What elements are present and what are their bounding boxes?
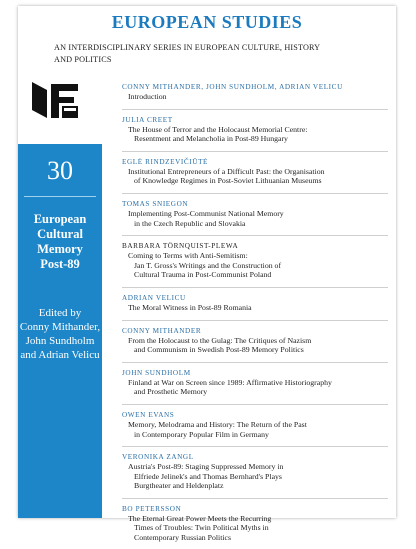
- series-title: EUROPEAN STUDIES: [111, 12, 303, 32]
- toc-divider: [122, 320, 388, 321]
- toc-chapter-title: in Contemporary Popular Film in Germany: [134, 429, 269, 439]
- toc-chapter-title: of Knowledge Regimes in Post-Soviet Lithuanian Museums: [134, 176, 322, 186]
- toc-entry: [122, 453, 388, 490]
- toc-author: TOMAS SNIEGON: [122, 200, 189, 209]
- toc-author: OWEN EVANS: [122, 411, 175, 420]
- toc-divider: [122, 362, 388, 363]
- book-title: [18, 212, 102, 272]
- toc-author: CONNY MITHANDER, JOHN SUNDHOLM, ADRIAN VELICU: [122, 83, 343, 91]
- toc-entry: [122, 369, 388, 397]
- toc-author: JULIA CREET: [122, 115, 173, 124]
- table-of-contents: [122, 83, 388, 549]
- editors-line: Edited by: [38, 307, 82, 319]
- toc-entry: [122, 116, 388, 144]
- series-subtitle-line: AND POLITICS: [54, 54, 112, 64]
- toc-chapter-title: Jan T. Gross's Writings and the Construction of: [134, 260, 282, 270]
- toc-chapter-title: Contemporary Russian Politics: [134, 532, 232, 542]
- toc-entry: [122, 411, 388, 439]
- toc-chapter-title: and Prosthetic Memory: [134, 387, 208, 397]
- toc-divider: [122, 446, 388, 447]
- book-title-line: Cultural: [37, 227, 83, 241]
- toc-divider: [122, 404, 388, 405]
- toc-entry: [122, 327, 388, 355]
- book-title-line: European: [33, 212, 87, 226]
- toc-chapter-title: Introduction: [128, 92, 167, 101]
- editors-line: Conny Mithander,: [19, 321, 101, 333]
- toc-chapter-title: Burgtheater and Heldenplatz: [134, 481, 224, 491]
- book-title-line: Memory: [37, 242, 83, 256]
- toc-entry: [122, 200, 388, 228]
- toc-divider: [122, 287, 388, 288]
- toc-chapter-title: Implementing Post-Communist National Memory: [128, 209, 284, 219]
- toc-chapter-title: The Moral Witness in Post-89 Romania: [128, 302, 252, 312]
- toc-divider: [122, 235, 388, 236]
- toc-chapter-title: Institutional Entrepreneurs of a Difficult Past: the Organisation: [128, 166, 325, 176]
- toc-author: JOHN SUNDHOLM: [122, 368, 191, 377]
- toc-author: EGLĖ RINDZEVIČIŪTĖ: [122, 157, 209, 166]
- toc-author: BARBARA TÖRNQUIST-PLEWA: [122, 242, 239, 251]
- series-subtitle: [54, 42, 386, 65]
- toc-divider: [122, 193, 388, 194]
- toc-author: VERONIKA ZANGL: [122, 453, 194, 462]
- toc-chapter-title: From the Holocaust to the Gulag: The Critiques of Nazism: [128, 335, 312, 345]
- toc-chapter-title: The House of Terror and the Holocaust Memorial Centre:: [128, 124, 308, 134]
- toc-author: CONNY MITHANDER: [122, 326, 202, 335]
- toc-entry: [122, 83, 388, 101]
- toc-divider: [122, 151, 388, 152]
- toc-chapter-title: Memory, Melodrama and History: The Return of the Past: [128, 420, 307, 430]
- volume-divider: [24, 196, 96, 197]
- toc-entry: [122, 505, 388, 542]
- toc-chapter-title: Coming to Terms with Anti-Semitism:: [128, 251, 248, 261]
- toc-chapter-title: Cultural Trauma in Post-Communist Poland: [134, 270, 272, 280]
- toc-chapter-title: Elfriede Jelinek's and Thomas Bernhard's Plays: [134, 471, 282, 481]
- toc-author: ADRIAN VELICU: [122, 293, 186, 302]
- toc-chapter-title: and Communism in Swedish Post-89 Memory Politics: [134, 345, 304, 355]
- toc-chapter-title: Finland at War on Screen since 1989: Affirmative Historiography: [128, 377, 332, 387]
- toc-chapter-title: in the Czech Republic and Slovakia: [134, 218, 246, 228]
- editors-line: John Sundholm: [25, 335, 95, 347]
- editors: [12, 306, 108, 362]
- toc-entry: [122, 294, 388, 312]
- toc-entry: [122, 158, 388, 186]
- toc-chapter-title: Austria's Post-89: Staging Suppressed Memory in: [128, 462, 284, 472]
- toc-chapter-title: Times of Troubles: Twin Political Myths in: [134, 523, 269, 533]
- toc-divider: [122, 498, 388, 499]
- editors-line: and Adrian Velicu: [20, 349, 100, 361]
- toc-entry: [122, 242, 388, 279]
- book-title-line: Post-89: [40, 257, 80, 271]
- toc-chapter-title: The Eternal Great Power Meets the Recurring: [128, 513, 272, 523]
- publisher-logo-icon: [30, 80, 80, 120]
- volume-number: 30: [47, 156, 73, 185]
- book-cover: [18, 6, 396, 542]
- toc-chapter-title: Resentment and Melancholia in Post-89 Hungary: [134, 134, 288, 144]
- toc-divider: [122, 109, 388, 110]
- toc-author: BO PETERSSON: [122, 504, 182, 513]
- series-subtitle-line: AN INTERDISCIPLINARY SERIES IN EUROPEAN CULTURE, HISTORY: [54, 43, 321, 52]
